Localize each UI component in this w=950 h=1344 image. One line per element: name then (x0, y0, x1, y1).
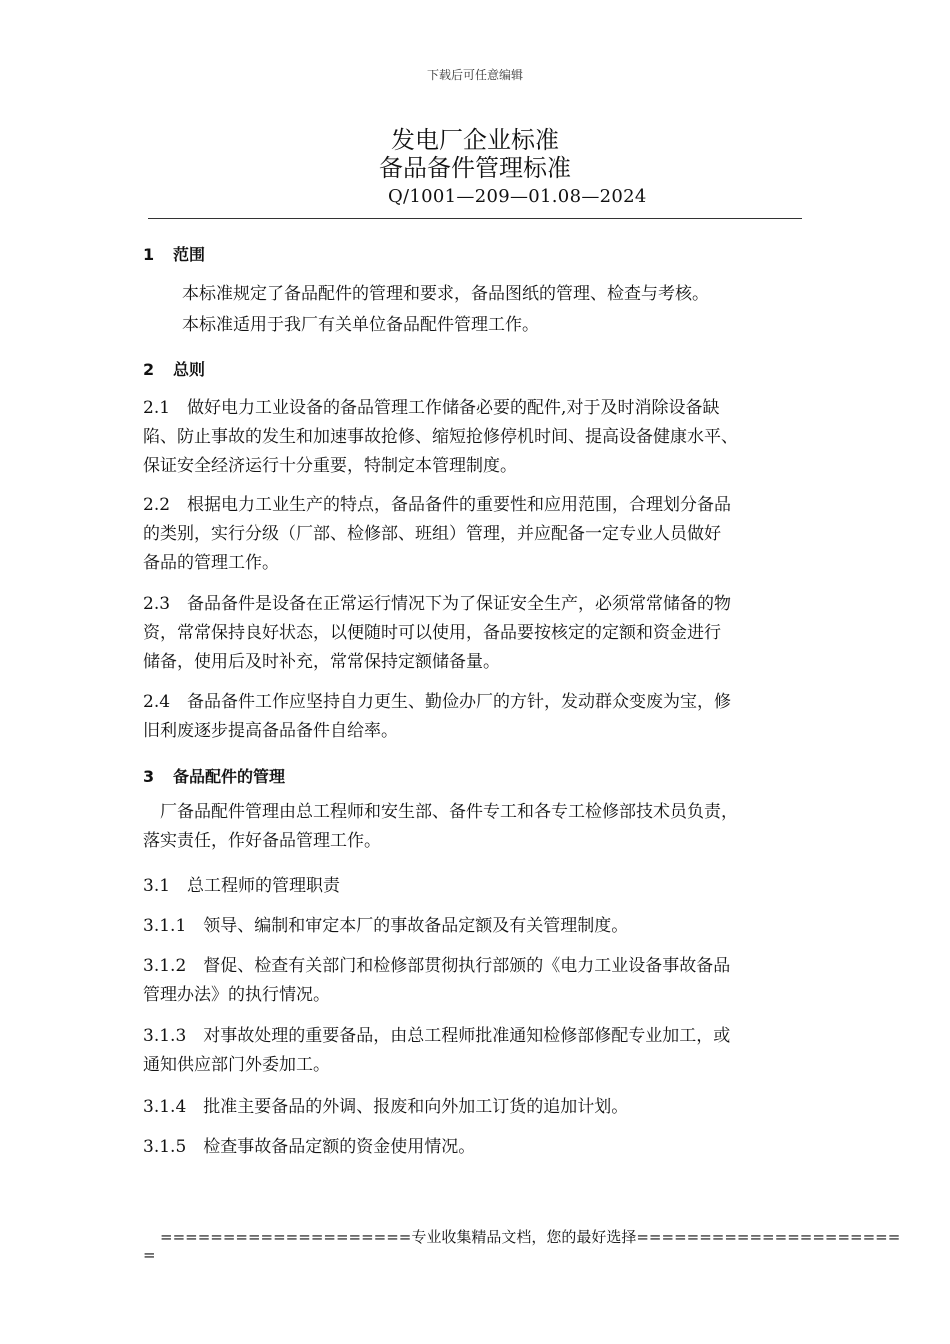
section-title: 总则 (173, 360, 206, 379)
section-number: 1 (143, 245, 155, 264)
paragraph-3-1-4 (143, 1093, 815, 1122)
section-number: 3 (143, 767, 155, 786)
paragraph-3-1-3 (143, 1022, 815, 1080)
text-line: 2.3 备品备件是设备在正常运行情况下为了保证安全生产，必须常常储备的物 (143, 594, 732, 614)
footer-banner-continuation: = (143, 1246, 156, 1264)
text-line: 通知供应部门外委加工。 (143, 1055, 330, 1075)
paragraph-3-1-1 (143, 912, 815, 941)
paragraph-3-1-2 (143, 952, 815, 1010)
title-divider (148, 218, 802, 219)
footer-banner: ====================专业收集精品文档，您的最好选择===================== (160, 1228, 901, 1246)
text-line: 管理办法》的执行情况。 (143, 985, 330, 1005)
paragraph (182, 311, 854, 340)
paragraph-2-2 (143, 491, 815, 578)
text-line: 落实责任，作好备品管理工作。 (143, 831, 381, 851)
text-line: 2.4 备品备件工作应坚持自力更生、勤俭办厂的方针，发动群众变废为宝，修 (143, 692, 732, 712)
text-line: 本标准规定了备品配件的管理和要求，备品图纸的管理、检查与考核。 (182, 284, 709, 304)
section-1-heading (143, 242, 205, 265)
paragraph-3-1-5 (143, 1133, 815, 1162)
text-line: 2.1 做好电力工业设备的备品管理工作储备必要的配件,对于及时消除设备缺 (143, 398, 720, 418)
text-line: 3.1.2 督促、检查有关部门和检修部贯彻执行部颁的《电力工业设备事故备品 (143, 956, 731, 976)
text-line: 3.1.4 批准主要备品的外调、报废和向外加工订货的追加计划。 (143, 1097, 629, 1117)
paragraph-2-1 (143, 394, 815, 481)
text-line: 厂备品配件管理由总工程师和安生部、备件专工和各专工检修部技术员负责， (143, 802, 738, 822)
text-line: 3.1.1 领导、编制和审定本厂的事故备品定额及有关管理制度。 (143, 916, 629, 936)
text-line: 资，常常保持良好状态，以便随时可以使用，备品要按核定的定额和资金进行 (143, 623, 721, 643)
section-2-heading (143, 357, 205, 380)
text-line: 3.1 总工程师的管理职责 (143, 876, 341, 896)
text-line: 旧利废逐步提高备品备件自给率。 (143, 721, 398, 741)
text-line: 陷、防止事故的发生和加速事故抢修、缩短抢修停机时间、提高设备健康水平、 (143, 427, 738, 447)
text-line: 3.1.5 检查事故备品定额的资金使用情况。 (143, 1137, 476, 1157)
doc-title-line1: 发电厂企业标准 (391, 126, 559, 154)
paragraph-2-3 (143, 590, 815, 677)
section-3-heading (143, 764, 285, 787)
header-note: 下载后可任意编辑 (426, 68, 523, 82)
text-line: 的类别，实行分级（厂部、检修部、班组）管理，并应配备一定专业人员做好 (143, 524, 721, 544)
text-line: 3.1.3 对事故处理的重要备品，由总工程师批准通知检修部修配专业加工，或 (143, 1026, 731, 1046)
text-line: 储备，使用后及时补充，常常保持定额储备量。 (143, 652, 500, 672)
standard-code: Q/1001—209—01.08—2024 (388, 186, 647, 207)
paragraph-2-4 (143, 688, 815, 746)
section-number: 2 (143, 360, 155, 379)
paragraph-3 (143, 798, 815, 856)
text-line: 2.2 根据电力工业生产的特点，备品备件的重要性和应用范围，合理划分备品 (143, 495, 732, 515)
text-line: 备品的管理工作。 (143, 553, 279, 573)
section-title: 范围 (173, 245, 206, 264)
text-line: 本标准适用于我厂有关单位备品配件管理工作。 (182, 315, 539, 335)
paragraph (182, 280, 854, 309)
text-line: 保证安全经济运行十分重要，特制定本管理制度。 (143, 456, 517, 476)
section-title: 备品配件的管理 (173, 767, 286, 786)
doc-title-line2: 备品备件管理标准 (379, 154, 571, 182)
paragraph-3-1 (143, 872, 815, 901)
